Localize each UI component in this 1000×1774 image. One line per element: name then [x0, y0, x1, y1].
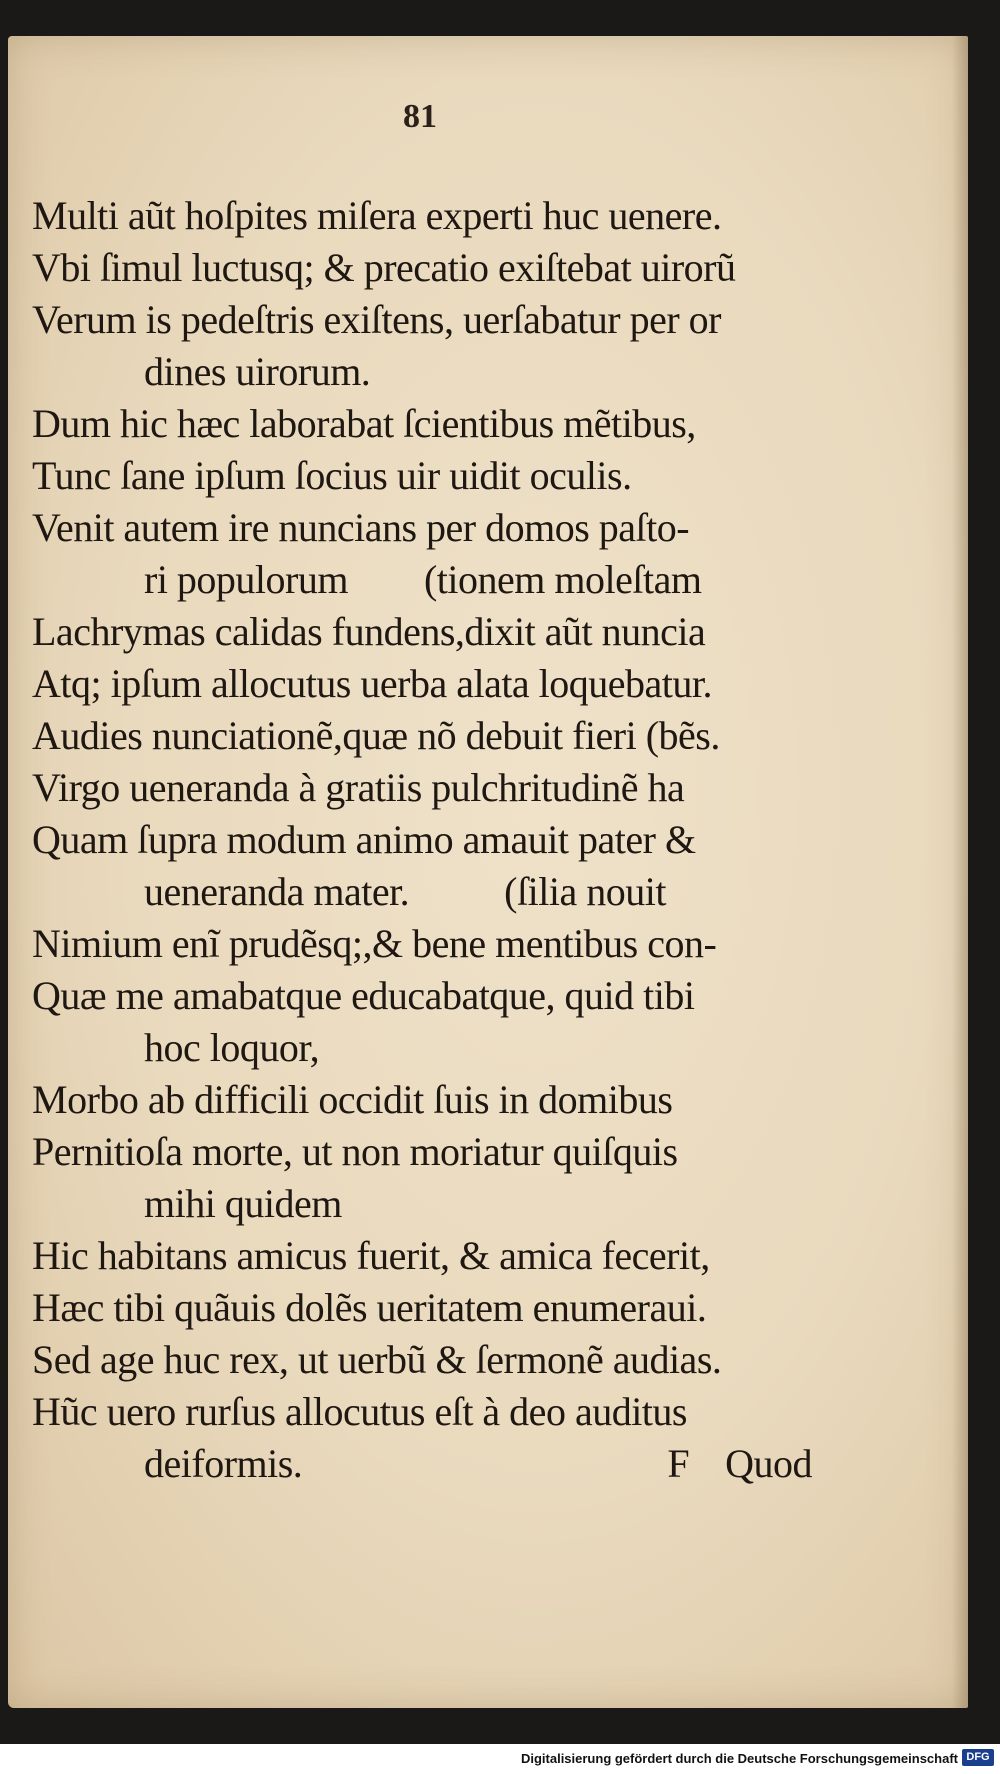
text-line: Hæc tibi quãuis dolẽs ueritatem enumeraui.: [32, 1285, 707, 1330]
text-line: Vbi ſimul luctusq; & precatio exiſtebat uirorũ: [32, 245, 736, 290]
text-line: Verum is pedeſtris exiſtens, uerſabatur per or: [32, 297, 721, 342]
text-line: Venit autem ire nuncians per domos paſto-: [32, 505, 690, 550]
digitization-credit: Digitalisierung gefördert durch die Deutsche Forschungsgemeinschaft: [520, 1751, 958, 1766]
page-number: 81: [403, 98, 437, 135]
text-line: Morbo ab difficili occidit ſuis in domibus: [32, 1077, 673, 1122]
text-line: Lachrymas calidas fundens,dixit aũt nuncia: [32, 609, 706, 654]
last-line-text: deiformis.: [144, 1441, 303, 1486]
text-line: Audies nunciationẽ,quæ nõ debuit fieri (bẽs.: [32, 713, 720, 758]
text-line: Sed age huc rex, ut uerbũ & ſermonẽ audias.: [32, 1337, 722, 1382]
page-edge-shadow: [952, 36, 968, 1708]
text-line: Pernitioſa morte, ut non moriatur quiſquis: [32, 1129, 678, 1174]
text-line: hoc loquor,: [144, 1025, 320, 1070]
catchword: Quod: [725, 1441, 812, 1486]
text-line: ri populorum (tionem moleſtam: [144, 557, 702, 602]
text-line: Quam ſupra modum animo amauit pater &: [32, 817, 696, 862]
text-line: dines uirorum.: [144, 349, 371, 394]
text-line: Multi aũt hoſpites miſera experti huc uenere.: [32, 193, 722, 238]
text-line: Hic habitans amicus fuerit, & amica fecerit,: [32, 1233, 710, 1278]
text-line: Tunc ſane ipſum ſocius uir uidit oculis.: [32, 453, 632, 498]
signature-catchword-group: [667, 1438, 812, 1490]
text-line: Dum hic hæc laborabat ſcientibus mẽtibus,: [32, 401, 696, 446]
text-line: Atq; ipſum allocutus uerba alata loquebatur.: [32, 661, 713, 706]
text-line: ueneranda mater. (ſilia nouit: [144, 869, 666, 914]
text-line: Nimium enĩ prudẽsq;,& bene mentibus con-: [32, 921, 717, 966]
text-line: Virgo ueneranda à gratiis pulchritudinẽ ha: [32, 765, 685, 810]
text-line: Quæ me amabatque educabatque, quid tibi: [32, 973, 695, 1018]
text-line: mihi quidem: [144, 1181, 342, 1226]
dfg-logo: DFG: [962, 1749, 994, 1766]
signature-mark: F: [667, 1441, 690, 1486]
last-line-row: [32, 1438, 812, 1490]
text-line: Hũc uero rurſus allocutus eſt à deo auditus: [32, 1389, 687, 1434]
verse-text-block: [32, 190, 812, 1490]
